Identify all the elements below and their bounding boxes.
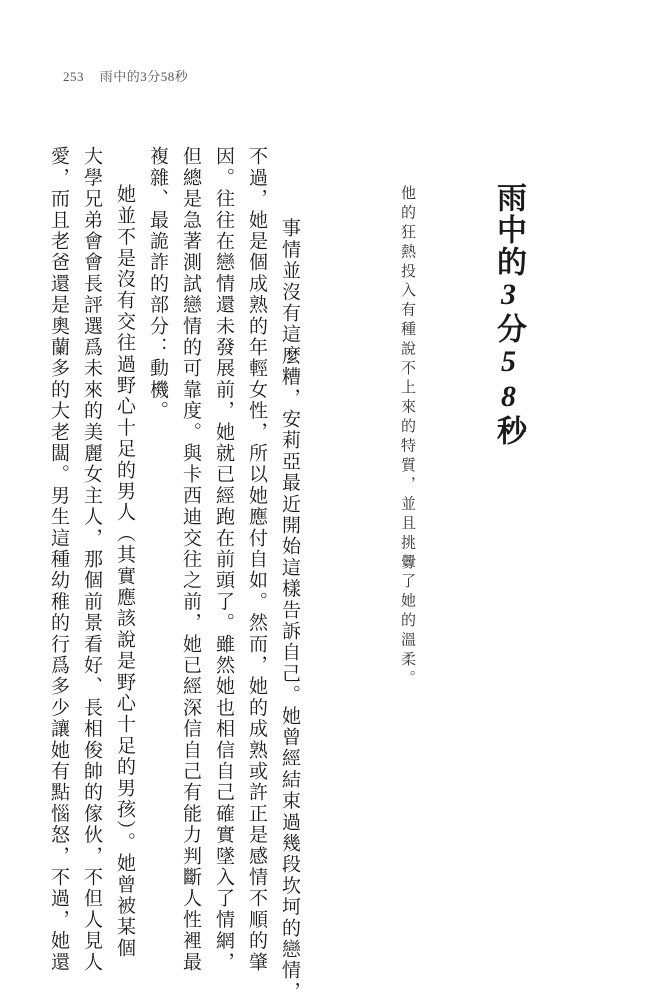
title-text-3: 秒 [491,415,526,447]
title-number-2: 58 [492,345,525,415]
title-text-1: 雨中的 [491,182,526,278]
body-line: 事情並沒有這麼糟，安莉亞最近開始這樣告訴自己。她曾經結束過幾段坎坷的戀情， [279,218,301,1002]
title-text-2: 分 [491,313,526,345]
body-line: 複雜、最詭詐的部分：動機。 [147,146,169,422]
body-line: 因。往往在戀情還未發展前，她就已經跑在前頭了。雖然她也相信自己確實墜入了情網， [213,146,235,973]
running-title: 雨中的3分58秒 [99,69,189,84]
body-line: 愛，而且老爸還是奧蘭多的大老闆。男生這種幼稚的行爲多少讓她有點惱怒，不過，她還 [48,146,70,973]
chapter-title [483,182,526,447]
body-line: 大學兄弟會會長評選爲未來的美麗女主人，那個前景看好、長相俊帥的傢伙，不但人見人 [81,146,103,973]
body-line: 但總是急著測試戀情的可靠度。與卡西迪交往之前，她已經深信自己有能力判斷人性裡最 [180,146,202,973]
chapter-subtitle: 他的狂熱投入有種說不上來的特質，並且挑釁了她的溫柔。 [399,185,417,690]
body-line: 她並不是沒有交往過野心十足的男人（其實應該說是野心十足的男孩）。她曾被某個 [114,184,136,959]
running-header [63,66,188,85]
body-line: 不過，她是個成熟的年輕女性，所以她應付自如。然而，她的成熟或許正是感情不順的肇 [246,146,268,973]
title-number-1: 3 [492,278,525,313]
page-number: 253 [63,69,84,84]
